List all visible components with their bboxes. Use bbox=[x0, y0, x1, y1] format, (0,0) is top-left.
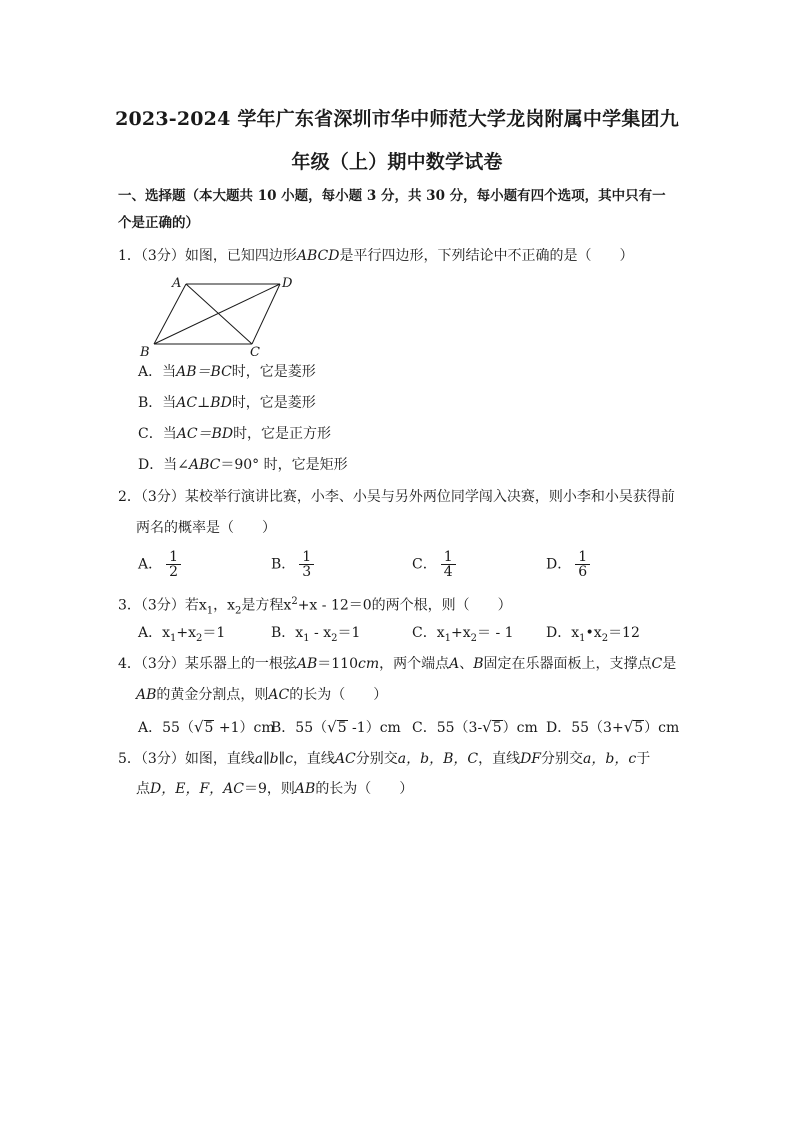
option-letter: C． bbox=[138, 426, 163, 442]
question-number: 4． bbox=[118, 656, 141, 672]
math-expression: AC bbox=[334, 751, 356, 767]
question-score: （3分） bbox=[140, 751, 185, 767]
math-expression: AB＝BC bbox=[176, 364, 232, 380]
question-text: 的黄金分割点，则 bbox=[156, 687, 269, 703]
question-2-stem-line2: 两名的概率是（ ） bbox=[136, 520, 276, 536]
question-5-stem-line2 bbox=[136, 779, 413, 799]
math-subscript: 2 bbox=[331, 632, 338, 644]
option-letter: D． bbox=[546, 556, 572, 573]
option-text: -1）cm bbox=[347, 720, 401, 736]
q3-option-c[interactable] bbox=[412, 623, 514, 649]
math-variable: x bbox=[593, 625, 602, 641]
sqrt-radicand: 5 bbox=[492, 720, 502, 736]
math-subscript: 1 bbox=[206, 605, 214, 617]
math-variable: x bbox=[462, 625, 471, 641]
option-text: ）cm bbox=[502, 720, 538, 736]
vertex-label-d: D bbox=[282, 276, 293, 291]
math-variable: x bbox=[227, 597, 236, 614]
math-subscript: 2 bbox=[235, 605, 242, 617]
question-text: 是方程 bbox=[241, 597, 284, 614]
question-text: ＝9，则 bbox=[243, 781, 295, 797]
question-text: ＝110 bbox=[317, 656, 358, 672]
q4-option-d[interactable] bbox=[546, 717, 679, 738]
side-ba bbox=[154, 284, 186, 344]
math-subscript: 2 bbox=[601, 632, 609, 644]
question-text: 固定在乐器面板上，支撑点 bbox=[483, 656, 652, 672]
q1-option-c[interactable] bbox=[138, 424, 331, 444]
question-text: 、 bbox=[459, 656, 474, 672]
question-text: 若 bbox=[184, 597, 199, 614]
unit: cm bbox=[357, 656, 380, 672]
option-letter: D． bbox=[138, 457, 164, 473]
option-letter: C． bbox=[412, 625, 437, 641]
math-expression: DF bbox=[520, 751, 542, 767]
section-header-line1: 一、选择题（本大题共 10 小题，每小题 3 分，共 30 分，每小题有四个选项，其中只有一 bbox=[118, 188, 666, 204]
math-variable: x bbox=[571, 625, 580, 641]
option-text: 当 bbox=[162, 395, 177, 411]
option-text: 当∠ bbox=[163, 457, 189, 473]
question-text: 如图，直线 bbox=[184, 751, 255, 767]
q2-option-d[interactable] bbox=[546, 550, 590, 579]
question-number: 3． bbox=[118, 597, 141, 614]
math-expression: AC bbox=[268, 687, 290, 703]
math-variable: C bbox=[651, 656, 663, 672]
math-subscript: 1 bbox=[444, 632, 451, 644]
math-superscript: 2 bbox=[291, 596, 298, 607]
q4-option-c[interactable] bbox=[412, 717, 538, 738]
math-operator: + bbox=[451, 625, 463, 641]
option-text: 时，它是正方形 bbox=[233, 426, 332, 442]
math-expression: ＝12 bbox=[608, 625, 640, 641]
question-text: 点 bbox=[136, 781, 150, 797]
question-text: ，直线 bbox=[478, 751, 521, 767]
question-text: 某乐器上的一根弦 bbox=[184, 656, 297, 672]
q1-option-b[interactable] bbox=[138, 393, 316, 413]
option-text: 55（3- bbox=[436, 720, 483, 736]
option-text: +1）cm bbox=[214, 720, 275, 736]
diagonal-ac bbox=[186, 284, 252, 344]
question-text: 的长为（ ） bbox=[289, 687, 388, 703]
question-number: 1． bbox=[118, 248, 141, 264]
fraction-numerator: 1 bbox=[299, 550, 314, 565]
math-subscript: 1 bbox=[170, 632, 177, 644]
option-text: 55（3+ bbox=[571, 720, 624, 736]
section-header-line2: 个是正确的） bbox=[118, 215, 199, 231]
side-dc bbox=[252, 284, 280, 344]
sqrt-icon: √ bbox=[623, 718, 634, 736]
exam-title-line2: 年级（上）期中数学试卷 bbox=[291, 151, 503, 173]
fraction bbox=[299, 550, 314, 579]
option-letter: D． bbox=[546, 720, 572, 736]
question-text: 如图，已知四边形 bbox=[184, 248, 297, 264]
question-text: ＝0的两个根，则（ ） bbox=[348, 597, 512, 614]
question-text: ，两个端点 bbox=[379, 656, 450, 672]
question-4-stem-line2 bbox=[136, 685, 387, 705]
option-letter: D． bbox=[546, 625, 572, 641]
question-5-stem bbox=[118, 749, 650, 769]
question-2-stem bbox=[118, 487, 675, 507]
math-variable: x bbox=[323, 625, 332, 641]
math-subscript: 2 bbox=[470, 632, 478, 644]
question-text: ， bbox=[213, 597, 228, 614]
question-text: 于 bbox=[636, 751, 651, 767]
math-expression: AC⊥BD bbox=[176, 395, 232, 411]
math-expression: ＝1 bbox=[337, 625, 361, 641]
question-text: 是平行四边形，下列结论中不正确的是（ ） bbox=[339, 248, 634, 264]
option-text: 55（ bbox=[295, 720, 328, 736]
math-expression: AB bbox=[136, 687, 157, 703]
option-letter: B． bbox=[271, 625, 296, 641]
fraction bbox=[575, 550, 590, 579]
option-text: 时，它是菱形 bbox=[231, 364, 316, 380]
option-letter: C． bbox=[412, 556, 437, 573]
option-letter: A． bbox=[138, 556, 163, 573]
sqrt-radicand: 5 bbox=[337, 720, 347, 736]
fraction-denominator: 3 bbox=[302, 564, 312, 580]
option-letter: B． bbox=[271, 556, 296, 573]
option-letter: B． bbox=[271, 720, 296, 736]
question-score: （3分） bbox=[140, 489, 185, 505]
vertex-label-c: C bbox=[250, 345, 260, 360]
q3-option-b[interactable] bbox=[271, 623, 360, 649]
math-expression: a，b，B，C bbox=[397, 751, 479, 767]
math-expression: ABC bbox=[188, 457, 221, 473]
question-number: 5． bbox=[118, 751, 141, 767]
math-expression: +x - 12 bbox=[297, 597, 349, 614]
math-variable: x bbox=[198, 597, 207, 614]
vertex-label-a: A bbox=[172, 276, 182, 291]
question-text: 分别交 bbox=[355, 751, 398, 767]
math-variable: x bbox=[295, 625, 304, 641]
option-text: 当 bbox=[162, 364, 177, 380]
math-subscript: 1 bbox=[579, 632, 586, 644]
diagonal-bd bbox=[154, 284, 280, 344]
question-3-stem bbox=[118, 592, 512, 621]
option-letter: A． bbox=[138, 364, 163, 380]
sqrt-radicand: 5 bbox=[634, 720, 644, 736]
parallelogram-figure bbox=[136, 272, 306, 360]
math-variable: x bbox=[188, 625, 197, 641]
exam-title-line1: 2023-2024 学年广东省深圳市华中师范大学龙岗附属中学集团九 bbox=[115, 108, 679, 130]
question-text: 分别交 bbox=[541, 751, 584, 767]
option-letter: C． bbox=[412, 720, 437, 736]
math-expression: AB bbox=[296, 656, 318, 672]
q2-option-a[interactable] bbox=[138, 550, 181, 579]
q2-option-b[interactable] bbox=[271, 550, 314, 579]
fraction-numerator: 1 bbox=[575, 550, 590, 565]
option-text: ＝90° 时，它是矩形 bbox=[220, 457, 348, 473]
math-subscript: 1 bbox=[303, 632, 310, 644]
question-score: （3分） bbox=[140, 656, 185, 672]
fraction-denominator: 6 bbox=[578, 564, 588, 580]
math-expression: ABCD bbox=[296, 248, 340, 264]
question-4-stem bbox=[118, 654, 676, 674]
option-letter: A． bbox=[138, 625, 163, 641]
math-variable: B bbox=[473, 656, 484, 672]
math-expression: AB bbox=[294, 781, 316, 797]
question-score: （3分） bbox=[140, 248, 185, 264]
sqrt-icon: √ bbox=[193, 718, 204, 736]
q1-option-d[interactable] bbox=[138, 455, 348, 475]
question-text: ，直线 bbox=[292, 751, 335, 767]
sqrt-radicand: 5 bbox=[204, 720, 214, 736]
q4-option-a[interactable] bbox=[138, 717, 275, 738]
fraction bbox=[441, 550, 456, 579]
math-variable: x bbox=[162, 625, 171, 641]
math-subscript: 2 bbox=[196, 632, 203, 644]
math-variable: x bbox=[436, 625, 445, 641]
math-operator: + bbox=[176, 625, 189, 641]
math-expression: a∥b∥c bbox=[254, 751, 293, 767]
question-1-stem bbox=[118, 246, 633, 266]
math-expression: D，E，F，AC bbox=[150, 781, 244, 797]
fraction-denominator: 4 bbox=[443, 564, 453, 580]
option-text: 当 bbox=[162, 426, 177, 442]
fraction-denominator: 2 bbox=[169, 564, 179, 580]
fraction-numerator: 1 bbox=[166, 550, 181, 565]
question-text: 某校举行演讲比赛，小李、小吴与另外两位同学闯入决赛，则小李和小吴获得前 bbox=[184, 489, 675, 505]
fraction-numerator: 1 bbox=[441, 550, 456, 565]
math-variable: x bbox=[283, 597, 292, 614]
q4-option-b[interactable] bbox=[271, 717, 401, 738]
sqrt-icon: √ bbox=[327, 718, 337, 736]
question-score: （3分） bbox=[140, 597, 185, 614]
question-text: 的长为（ ） bbox=[315, 781, 414, 797]
option-text: 55（ bbox=[162, 720, 194, 736]
option-text: 时，它是菱形 bbox=[231, 395, 316, 411]
q3-option-a[interactable] bbox=[138, 623, 225, 649]
math-expression: a，b，c bbox=[583, 751, 637, 767]
math-operator: • bbox=[585, 625, 594, 641]
math-variable: A bbox=[449, 656, 460, 672]
vertex-label-b: B bbox=[140, 345, 150, 360]
math-expression: ＝1 bbox=[202, 625, 226, 641]
math-expression: ＝ - 1 bbox=[477, 625, 514, 641]
question-text: 是 bbox=[662, 656, 677, 672]
q1-option-a[interactable] bbox=[138, 362, 316, 382]
q3-option-d[interactable] bbox=[546, 623, 640, 649]
question-number: 2． bbox=[118, 489, 141, 505]
option-letter: B． bbox=[138, 395, 163, 411]
q2-option-c[interactable] bbox=[412, 550, 456, 579]
option-text: ）cm bbox=[644, 720, 680, 736]
fraction bbox=[166, 550, 181, 579]
math-operator: - bbox=[309, 625, 324, 641]
option-letter: A． bbox=[138, 720, 163, 736]
math-expression: AC＝BD bbox=[176, 426, 234, 442]
sqrt-icon: √ bbox=[482, 718, 492, 736]
